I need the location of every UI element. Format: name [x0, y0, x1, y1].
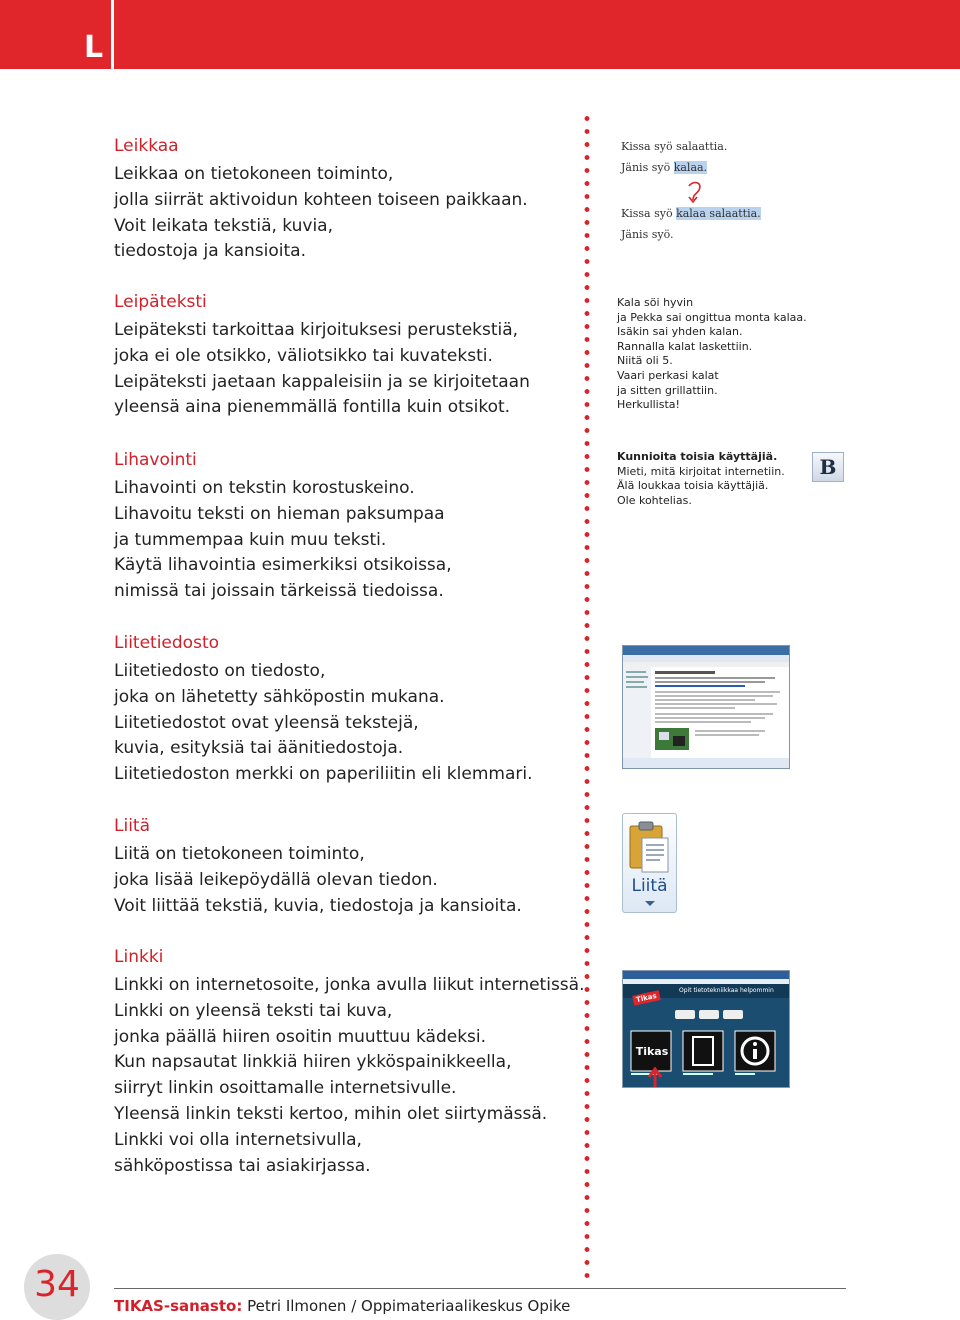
- header-bar: [0, 0, 960, 69]
- entry-line: Lihavointi on tekstin korostuskeino.: [114, 478, 415, 498]
- cut-example-text: Kissa syö: [621, 207, 677, 220]
- example-line: Isäkin sai yhden kalan.: [617, 325, 743, 339]
- example-line: Ole kohtelias.: [617, 493, 692, 507]
- cut-highlight: kalaa.: [673, 161, 708, 174]
- entry-line: jonka päällä hiiren osoitin muuttuu kädeksi.: [114, 1026, 487, 1047]
- paste-button-label: Liitä: [631, 876, 668, 896]
- cut-example-text: Jänis syö: [621, 161, 674, 174]
- tikas-site-screenshot: [622, 970, 790, 1088]
- entry-title: Lihavointi: [114, 450, 197, 470]
- entry-line: Voit liittää tekstiä, kuvia, tiedostoja ja kansioita.: [114, 895, 522, 916]
- bold-button[interactable]: B: [812, 452, 844, 482]
- page-number: 34: [34, 1264, 80, 1305]
- entry-line: Linkki on internetosoite, jonka avulla liikut internetissä.: [114, 975, 585, 995]
- entry-line: jolla siirrät aktivoidun kohteen toiseen paikkaan.: [114, 189, 528, 210]
- section-letter: L: [84, 30, 104, 65]
- entry-title: Liitetiedosto: [114, 633, 220, 653]
- tikas-header-text: Opit tietotekniikkaa helpommin: [679, 987, 774, 994]
- example-line: Mieti, mitä kirjoitat internetiin.: [617, 464, 785, 478]
- entry-title: Liitä: [114, 816, 151, 836]
- entry-line: Lihavoitu teksti on hieman paksumpaa: [114, 503, 445, 524]
- entry-line: Käytä lihavointia esimerkiksi otsikoissa,: [114, 555, 452, 576]
- entry-title: Leipäteksti: [114, 292, 207, 312]
- cut-example-line: Kissa syö salaattia.: [621, 140, 728, 153]
- entry-line: Linkki on yleensä teksti tai kuva,: [114, 1000, 393, 1021]
- entry-line: joka on lähetetty sähköpostin mukana.: [114, 686, 445, 707]
- tikas-logo: Tikas: [632, 990, 660, 1005]
- entry-lihavointi: [114, 449, 584, 605]
- entry-line: Voit leikata tekstiä, kuvia,: [114, 215, 333, 236]
- bold-example: [617, 450, 785, 508]
- example-line: Kala söi hyvin: [617, 296, 694, 309]
- entry-line: Liitetiedosto on tiedosto,: [114, 661, 326, 681]
- entry-line: Leipäteksti jaetaan kappaleisiin ja se kirjoitetaan: [114, 371, 530, 392]
- cut-example-line: Jänis syö.: [621, 228, 674, 241]
- footer-credit-text: Petri Ilmonen / Oppimateriaalikeskus Opike: [242, 1297, 571, 1315]
- entry-line: Yleensä linkin teksti kertoo, mihin olet siirtymässä.: [114, 1103, 548, 1124]
- entry-title: Linkki: [114, 947, 164, 967]
- example-line: Vaari perkasi kalat: [617, 368, 719, 382]
- example-line: Rannalla kalat laskettiin.: [617, 339, 753, 353]
- paste-button[interactable]: [622, 813, 677, 913]
- entry-line: Liitetiedostot ovat yleensä tekstejä,: [114, 712, 419, 733]
- example-line: Herkullista!: [617, 398, 680, 412]
- entry-line: Liitä on tietokoneen toiminto,: [114, 844, 365, 864]
- example-heading: Kunnioita toisia käyttäjiä.: [617, 450, 778, 463]
- entry-line: yleensä aina pienemmällä fontilla kuin otsikot.: [114, 397, 511, 418]
- entry-line: joka lisää leikepöydällä olevan tiedon.: [114, 869, 438, 890]
- entry-line: sähköpostissa tai asiakirjassa.: [114, 1155, 371, 1176]
- header-divider: [111, 0, 114, 69]
- cut-example-text: salaattia.: [705, 207, 761, 220]
- example-line: Niitä oli 5.: [617, 354, 673, 368]
- entry-liitetiedosto: [114, 632, 584, 788]
- move-arrow-icon: [685, 180, 707, 204]
- email-attachment-screenshot: [622, 645, 790, 769]
- cut-highlight: kalaa: [676, 207, 706, 220]
- entry-line: ja tummempaa kuin muu teksti.: [114, 529, 387, 550]
- entry-line: Liitetiedoston merkki on paperiliitin eli klemmari.: [114, 764, 533, 785]
- entry-liita: [114, 815, 584, 919]
- entry-linkki: [114, 946, 584, 1179]
- example-line: Älä loukkaa toisia käyttäjiä.: [617, 479, 769, 493]
- email-window-image: [623, 646, 789, 768]
- entry-line: tiedostoja ja kansioita.: [114, 241, 306, 262]
- tikas-link-tile[interactable]: Tikas: [635, 1045, 669, 1058]
- footer-rule: [114, 1288, 846, 1289]
- entry-leikkaa: [114, 135, 584, 265]
- entry-line: nimissä tai joissain tärkeissä tiedoissa.: [114, 581, 444, 602]
- entry-line: Leipäteksti tarkoittaa kirjoituksesi perustekstiä,: [114, 320, 519, 340]
- cut-example-line: [621, 207, 761, 220]
- entry-title: Leikkaa: [114, 136, 179, 156]
- entry-line: Leikkaa on tietokoneen toiminto,: [114, 164, 394, 184]
- footer-label: TIKAS-sanasto:: [114, 1297, 243, 1315]
- cut-example: [617, 138, 761, 248]
- clipboard-icon: [628, 820, 672, 876]
- entry-line: siirryt linkin osoittamalle internetsivulle.: [114, 1078, 457, 1099]
- example-line: ja Pekka sai ongittua monta kalaa.: [617, 310, 807, 324]
- entry-leipateksti: [114, 291, 584, 421]
- entry-line: joka ei ole otsikko, väliotsikko tai kuvateksti.: [114, 345, 493, 366]
- dotted-divider: [584, 112, 590, 1282]
- entry-line: Kun napsautat linkkiä hiiren ykköspainikkeella,: [114, 1052, 512, 1073]
- example-line: ja sitten grillattiin.: [617, 383, 718, 397]
- footer-credit: [114, 1297, 570, 1315]
- body-text-example: [617, 296, 807, 413]
- entry-line: Linkki voi olla internetsivulla,: [114, 1129, 362, 1150]
- entry-line: kuvia, esityksiä tai äänitiedostoja.: [114, 738, 404, 759]
- chevron-down-icon: [645, 901, 655, 906]
- cut-example-line: [621, 161, 707, 174]
